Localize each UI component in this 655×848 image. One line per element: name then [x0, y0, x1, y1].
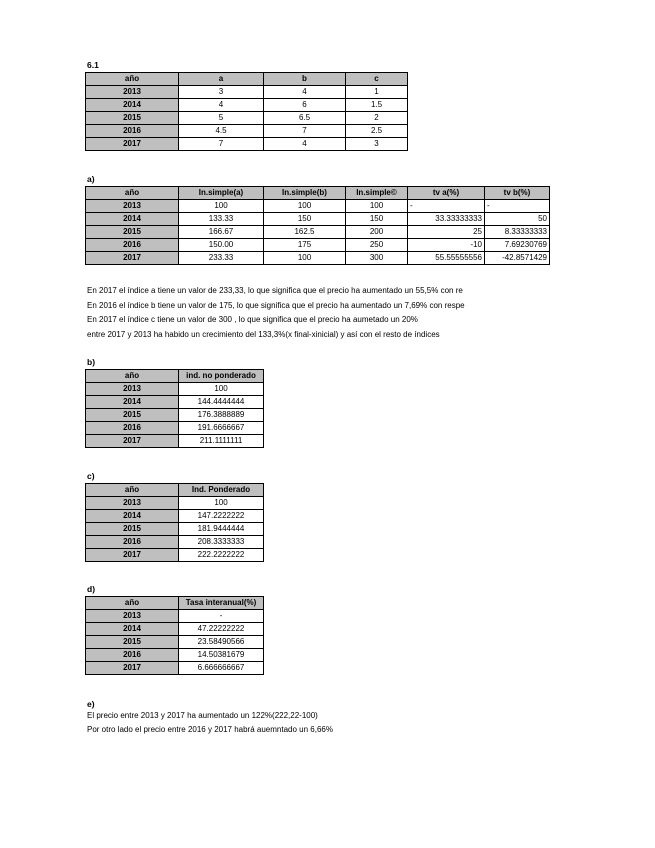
value-cell: 3: [179, 86, 264, 99]
year-cell: 2015: [86, 112, 179, 125]
value-cell: 3: [346, 138, 408, 151]
year-cell: 2014: [86, 99, 179, 112]
table-b: [85, 369, 264, 448]
value-cell: 222.2222222: [179, 549, 264, 562]
year-cell: 2013: [86, 497, 179, 510]
table-row: [86, 125, 408, 138]
header-tv-b: tv b(%): [485, 187, 550, 200]
value-cell: 4: [179, 99, 264, 112]
explanation-line-1: En 2017 el índice a tiene un valor de 233,33, lo que significa que el precio ha aumentado un 55,5% con re: [87, 286, 463, 295]
value-cell: 1.5: [346, 99, 408, 112]
section-a-label: a): [87, 174, 95, 184]
value-cell: 162.5: [264, 226, 346, 239]
table-row: [86, 213, 550, 226]
section-e-label: e): [87, 699, 95, 709]
year-cell: 2017: [86, 138, 179, 151]
section-6-1-label: 6.1: [87, 60, 99, 70]
value-cell: 4: [264, 86, 346, 99]
value-cell: -: [485, 200, 550, 213]
year-cell: 2013: [86, 86, 179, 99]
year-cell: 2017: [86, 549, 179, 562]
value-cell: -42.8571429: [485, 252, 550, 265]
year-cell: 2017: [86, 435, 179, 448]
value-cell: 7.69230769: [485, 239, 550, 252]
year-cell: 2013: [86, 610, 179, 623]
value-cell: 233.33: [179, 252, 264, 265]
value-cell: -10: [408, 239, 485, 252]
header-index: ind. no ponderado: [179, 370, 264, 383]
header-year: año: [86, 597, 179, 610]
table-header-row: [86, 370, 264, 383]
year-cell: 2016: [86, 239, 179, 252]
table-row: [86, 239, 550, 252]
table-header-row: [86, 484, 264, 497]
value-cell: 2: [346, 112, 408, 125]
header-year: año: [86, 370, 179, 383]
table-row: [86, 252, 550, 265]
year-cell: 2013: [86, 200, 179, 213]
header-year: año: [86, 73, 179, 86]
table-d: [85, 596, 264, 675]
value-cell: 181.9444444: [179, 523, 264, 536]
value-cell: 4: [264, 138, 346, 151]
value-cell: 55.55555556: [408, 252, 485, 265]
year-cell: 2016: [86, 536, 179, 549]
header-year: año: [86, 187, 179, 200]
year-cell: 2015: [86, 226, 179, 239]
value-cell: 7: [264, 125, 346, 138]
header-rate: Tasa interanual(%): [179, 597, 264, 610]
header-simple-b: In.simple(b): [264, 187, 346, 200]
explanation-line-4: entre 2017 y 2013 ha habido un crecimiento del 133,3%(x final-xinicial) y así con el resto de índices: [87, 330, 440, 339]
table-row: [86, 112, 408, 125]
value-cell: 8.33333333: [485, 226, 550, 239]
value-cell: 100: [264, 200, 346, 213]
value-cell: 6.666666667: [179, 662, 264, 675]
year-cell: 2017: [86, 662, 179, 675]
year-cell: 2015: [86, 409, 179, 422]
header-simple-a: In.simple(a): [179, 187, 264, 200]
table-header-row: [86, 73, 408, 86]
table-row: [86, 623, 264, 636]
header-year: año: [86, 484, 179, 497]
table-row: [86, 510, 264, 523]
table-header-row: [86, 597, 264, 610]
table-row: [86, 610, 264, 623]
value-cell: 50: [485, 213, 550, 226]
value-cell: 133.33: [179, 213, 264, 226]
table-row: [86, 409, 264, 422]
value-cell: 208.3333333: [179, 536, 264, 549]
value-cell: 7: [179, 138, 264, 151]
table-row: [86, 435, 264, 448]
value-cell: 100: [179, 200, 264, 213]
value-cell: 176.3888889: [179, 409, 264, 422]
value-cell: 6.5: [264, 112, 346, 125]
value-cell: 200: [346, 226, 408, 239]
table-row: [86, 200, 550, 213]
value-cell: 25: [408, 226, 485, 239]
year-cell: 2017: [86, 252, 179, 265]
value-cell: 147.2222222: [179, 510, 264, 523]
table-row: [86, 536, 264, 549]
value-cell: 300: [346, 252, 408, 265]
table-row: [86, 549, 264, 562]
section-d-label: d): [87, 584, 96, 594]
year-cell: 2014: [86, 213, 179, 226]
conclusion-line-1: El precio entre 2013 y 2017 ha aumentado un 122%(222,22-100): [87, 711, 318, 720]
value-cell: 2.5: [346, 125, 408, 138]
value-cell: 1: [346, 86, 408, 99]
value-cell: 150: [264, 213, 346, 226]
year-cell: 2016: [86, 422, 179, 435]
section-c-label: c): [87, 471, 95, 481]
value-cell: -: [179, 610, 264, 623]
value-cell: -: [408, 200, 485, 213]
value-cell: 100: [346, 200, 408, 213]
table-header-row: [86, 187, 550, 200]
conclusion-line-2: Por otro lado el precio entre 2016 y 2017 habrá auemntado un 6,66%: [87, 725, 333, 734]
table-a: [85, 186, 550, 265]
value-cell: 211.1111111: [179, 435, 264, 448]
year-cell: 2015: [86, 636, 179, 649]
value-cell: 4.5: [179, 125, 264, 138]
header-index: Ind. Ponderado: [179, 484, 264, 497]
table-row: [86, 636, 264, 649]
year-cell: 2016: [86, 649, 179, 662]
value-cell: 14.50381679: [179, 649, 264, 662]
value-cell: 100: [179, 497, 264, 510]
value-cell: 166.67: [179, 226, 264, 239]
table-row: [86, 662, 264, 675]
header-b: b: [264, 73, 346, 86]
table-row: [86, 649, 264, 662]
year-cell: 2013: [86, 383, 179, 396]
value-cell: 250: [346, 239, 408, 252]
section-b-label: b): [87, 357, 96, 367]
value-cell: 144.4444444: [179, 396, 264, 409]
year-cell: 2014: [86, 396, 179, 409]
table-row: [86, 422, 264, 435]
table-row: [86, 497, 264, 510]
table-row: [86, 138, 408, 151]
value-cell: 33.33333333: [408, 213, 485, 226]
year-cell: 2014: [86, 623, 179, 636]
header-a: a: [179, 73, 264, 86]
explanation-line-3: En 2017 el índice c tiene un valor de 300 , lo que significa que el precio ha aumetado un 20%: [87, 315, 418, 324]
table-c: [85, 483, 264, 562]
year-cell: 2014: [86, 510, 179, 523]
table-row: [86, 523, 264, 536]
value-cell: 6: [264, 99, 346, 112]
value-cell: 47.22222222: [179, 623, 264, 636]
table-row: [86, 396, 264, 409]
value-cell: 100: [179, 383, 264, 396]
year-cell: 2015: [86, 523, 179, 536]
year-cell: 2016: [86, 125, 179, 138]
value-cell: 191.6666667: [179, 422, 264, 435]
value-cell: 100: [264, 252, 346, 265]
table-6-1: [85, 72, 408, 151]
header-c: c: [346, 73, 408, 86]
value-cell: 150: [346, 213, 408, 226]
value-cell: 150.00: [179, 239, 264, 252]
header-simple-c: In.simple©: [346, 187, 408, 200]
value-cell: 23.58490566: [179, 636, 264, 649]
value-cell: 5: [179, 112, 264, 125]
table-row: [86, 99, 408, 112]
explanation-line-2: En 2016 el índice b tiene un valor de 175, lo que significa que el precio ha aumentado un 7,69% con respe: [87, 301, 465, 310]
header-tv-a: tv a(%): [408, 187, 485, 200]
table-row: [86, 226, 550, 239]
table-row: [86, 383, 264, 396]
table-row: [86, 86, 408, 99]
value-cell: 175: [264, 239, 346, 252]
